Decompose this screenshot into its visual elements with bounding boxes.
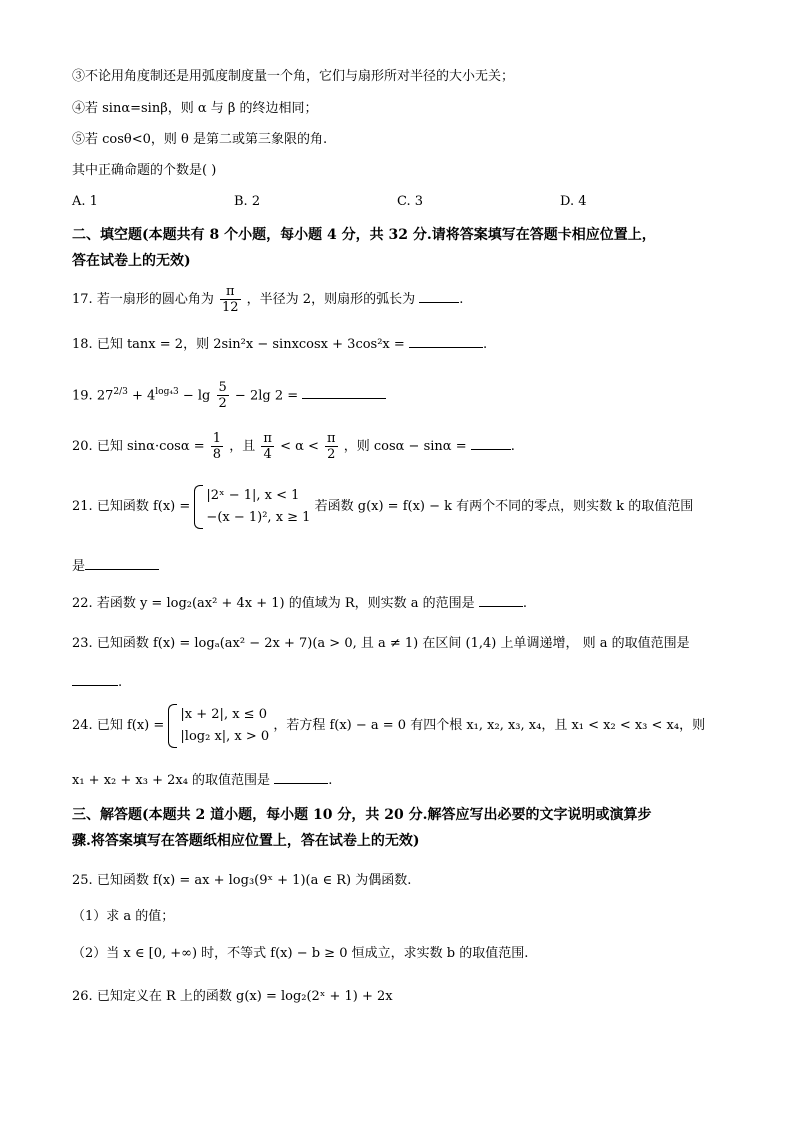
q17-text-b: ，半径为 2，则扇形的弧长为 [246,292,416,307]
q23-answer-blank[interactable] [72,672,118,686]
q24-text-b: ，若方程 f(x) − a = 0 有四个根 x₁, x₂, x₃, x₄，且 x₁ < x₂ < x₃ < x₄，则 [273,718,706,733]
q19-numerator: 5 [218,380,227,396]
q18-number: 18. [72,337,93,352]
statement-4: ④若 sinα=sinβ，则 α 与 β 的终边相同； [72,101,318,116]
question-24 [72,702,705,750]
q24-text-a: 已知 f(x) = [96,718,165,733]
q21-text-b: 若函数 g(x) = f(x) − k 有两个不同的零点，则实数 k 的取值范围 [314,499,694,514]
question-18 [72,334,487,354]
q19-answer-blank[interactable] [302,385,386,399]
q24-case-2: |log₂ x|, x > 0 [180,728,270,744]
q20-number: 20. [72,439,93,454]
q24-case-1: |x + 2|, x ≤ 0 [180,706,267,722]
q20-text-d: ，则 cosα − sinα = [343,439,467,454]
q22-number: 22. [72,596,93,611]
q19-denominator: 2 [218,396,227,412]
q22-text: 若函数 y = log₂(ax² + 4x + 1) 的值域为 R，则实数 a 的范围是 [96,596,475,611]
q20-fraction-2 [261,431,274,462]
q26-number: 26. [72,989,93,1004]
q18-end: . [482,337,488,352]
q20-numerator-2: π [263,431,272,446]
section-3-heading [72,802,722,854]
q19-lg: − lg [182,388,211,404]
q19-base-27: 27 [96,388,114,404]
section-2-heading [72,222,722,274]
q18-text: 已知 tanx = 2，则 2sin²x − sinxcosx + 3cos²x = [96,337,405,352]
q19-number: 19. [72,388,93,404]
section-3-title-line1: 三、解答题(本题共 2 道小题，每小题 10 分，共 20 分.解答应写出必要的文字说明或演算步 [72,807,652,823]
question-21-cont [72,556,159,576]
q17-end: . [459,292,464,307]
q24-brace [168,704,177,748]
q21-brace [194,485,203,529]
q17-number: 17. [72,292,93,307]
question-23-cont [72,672,122,692]
q20-numerator-3: π [327,431,336,446]
q21-case-1: |2ˣ − 1|, x < 1 [206,487,300,503]
q25-text: 已知函数 f(x) = ax + log₃(9ˣ + 1)(a ∈ R) 为偶函数. [96,873,412,888]
q25-part-2: （2）当 x ∈ [0, +∞) 时，不等式 f(x) − b ≥ 0 恒成立，求实数 b 的取值范围. [72,946,529,961]
q25-part-1: （1）求 a 的值； [72,909,175,924]
q22-answer-blank[interactable] [479,593,523,607]
q20-denominator-3: 2 [327,447,336,462]
question-25 [72,872,411,890]
q20-fraction-3 [325,431,338,462]
q18-answer-blank[interactable] [409,334,483,348]
question-24-cont [72,770,332,790]
q19-expr-end: − 2lg 2 = [234,388,299,404]
q20-answer-blank[interactable] [471,436,511,450]
q17-numerator: π [220,284,241,300]
q24-piecewise [168,704,269,748]
q25-number: 25. [72,873,93,888]
q21-text-a: 已知函数 f(x) = [96,499,191,514]
question-17 [72,283,463,317]
q19-fraction [217,380,229,411]
question-22 [72,593,527,613]
question-26 [72,988,393,1006]
question-23 [72,635,690,653]
q19-base-4: + 4 [132,388,156,404]
q23-text: 已知函数 f(x) = logₐ(ax² − 2x + 7)(a > 0, 且 a ≠ 1) 在区间 (1,4) 上单调递增， 则 a 的取值范围是 [96,636,690,651]
option-d: D. 4 [560,194,587,209]
q17-fraction [220,284,241,315]
question-21 [72,482,693,532]
section-2-title-line1: 二、填空题(本题共有 8 个小题，每小题 4 分，共 32 分.请将答案填写在答题卡相应位置上， [72,227,656,243]
q20-text-b: ，且 [229,439,256,454]
q20-fraction-1 [211,431,223,462]
section-3-title-line2: 骤.将答案填写在答题纸相应位置上，答在试卷上的无效) [72,833,420,849]
q23-end: . [118,675,123,690]
statement-5: ⑤若 cosθ<0，则 θ 是第二或第三象限的角. [72,132,328,147]
q17-text-a: 若一扇形的圆心角为 [96,292,214,307]
q26-text: 已知定义在 R 上的函数 g(x) = log₂(2ˣ + 1) + 2x [96,989,393,1004]
q22-end: . [522,596,527,611]
q20-text-a: 已知 sinα·cosα = [96,439,205,454]
section-2-title-line2: 答在试卷上的无效) [72,253,191,269]
q17-answer-blank[interactable] [419,289,459,303]
q21-number: 21. [72,499,93,514]
q23-number: 23. [72,636,93,651]
q24-answer-blank[interactable] [274,770,328,784]
q20-numerator-1: 1 [212,431,222,446]
question-19 [72,372,386,416]
q19-exponent-b: log₄3 [155,387,179,397]
question-20 [72,427,515,467]
q19-exponent-a: 2/3 [113,387,128,397]
q20-end: . [510,439,515,454]
q21-answer-blank[interactable] [85,556,159,570]
q21-case-2: −(x − 1)², x ≥ 1 [206,509,311,525]
q24-cont-text: x₁ + x₂ + x₃ + 2x₄ 的取值范围是 [72,773,271,788]
question-prompt: 其中正确命题的个数是( ) [72,163,217,178]
option-c: C. 3 [397,194,424,209]
statement-3: ③不论用角度制还是用弧度制度量一个角，它们与扇形所对半径的大小无关； [72,69,515,84]
option-b: B. 2 [234,194,261,209]
q17-denominator: 12 [221,300,239,315]
option-a: A. 1 [72,194,98,209]
q24-number: 24. [72,718,93,733]
q21-cont-text: 是 [72,559,86,574]
q21-piecewise [194,485,310,529]
q20-denominator-1: 8 [212,447,222,462]
q20-denominator-2: 4 [263,447,272,462]
q24-end: . [328,773,333,788]
q20-text-c: < α < [280,439,319,454]
